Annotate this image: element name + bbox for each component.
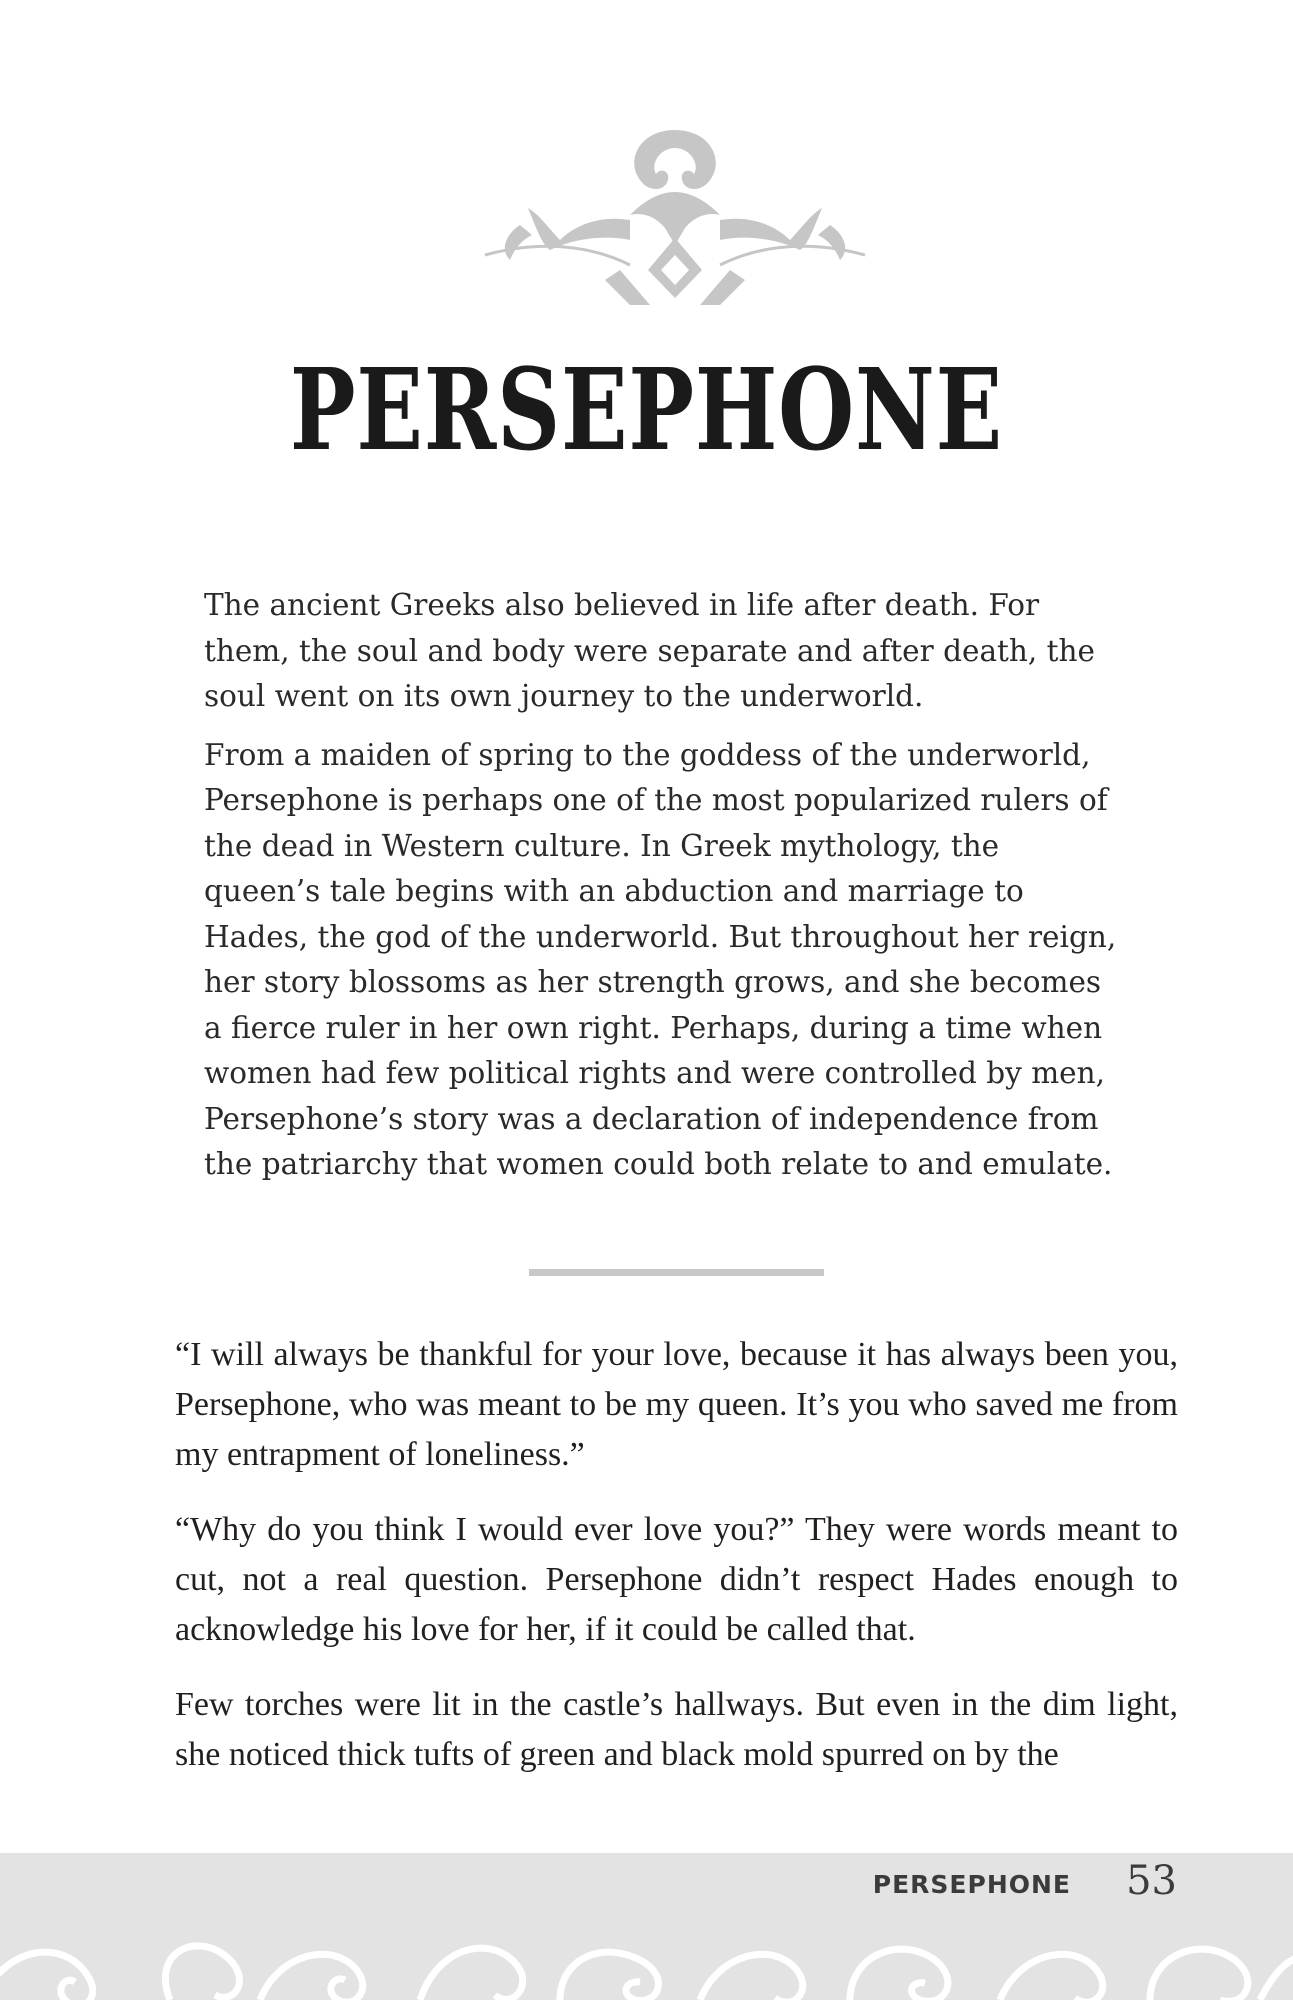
story-paragraph: “Why do you think I would ever love you?” They were words meant to cut, not a real question. Persephone didn’t respect Hades enough to acknowledge his love for her, if it could be called that.: [175, 1511, 1178, 1648]
header-ornament-icon: [480, 120, 870, 320]
intro-section: [204, 583, 1124, 1201]
story-paragraph: Few torches were lit in the castle’s hallways. But even in the dim light, she noticed thick tufts of green and black mold spurred on by the: [175, 1686, 1178, 1773]
section-divider: [529, 1269, 824, 1276]
story-paragraph: “I will always be thankful for your love, because it has always been you, Persephone, who was meant to be my queen. It’s you who saved me from my entrapment of loneliness.”: [175, 1336, 1178, 1473]
intro-paragraph: From a maiden of spring to the goddess of the underworld, Persephone is perhaps one of the most popularized rulers of the dead in Western culture. In Greek mythology, the queen’s tale begins with an abduction and marriage to Hades, the god of the underworld. But throughout her reign, her story blossoms as her strength grows, and she becomes a fierce ruler in her own right. Perhaps, during a time when women had few political rights and were controlled by men, Persephone’s story was a declaration of independence from the patriarchy that women could both relate to and emulate.: [204, 737, 1117, 1181]
intro-paragraph: The ancient Greeks also believed in life after death. For them, the soul and body were separate and after death, the soul went on its own journey to the underworld.: [204, 588, 1095, 713]
page-number: 53: [1126, 1858, 1177, 1904]
running-title: PERSEPHONE: [872, 1870, 1071, 1899]
footer-scroll-pattern-icon: [0, 1920, 1293, 2000]
story-excerpt: [175, 1330, 1178, 1805]
chapter-title: PERSEPHONE: [289, 345, 1004, 476]
